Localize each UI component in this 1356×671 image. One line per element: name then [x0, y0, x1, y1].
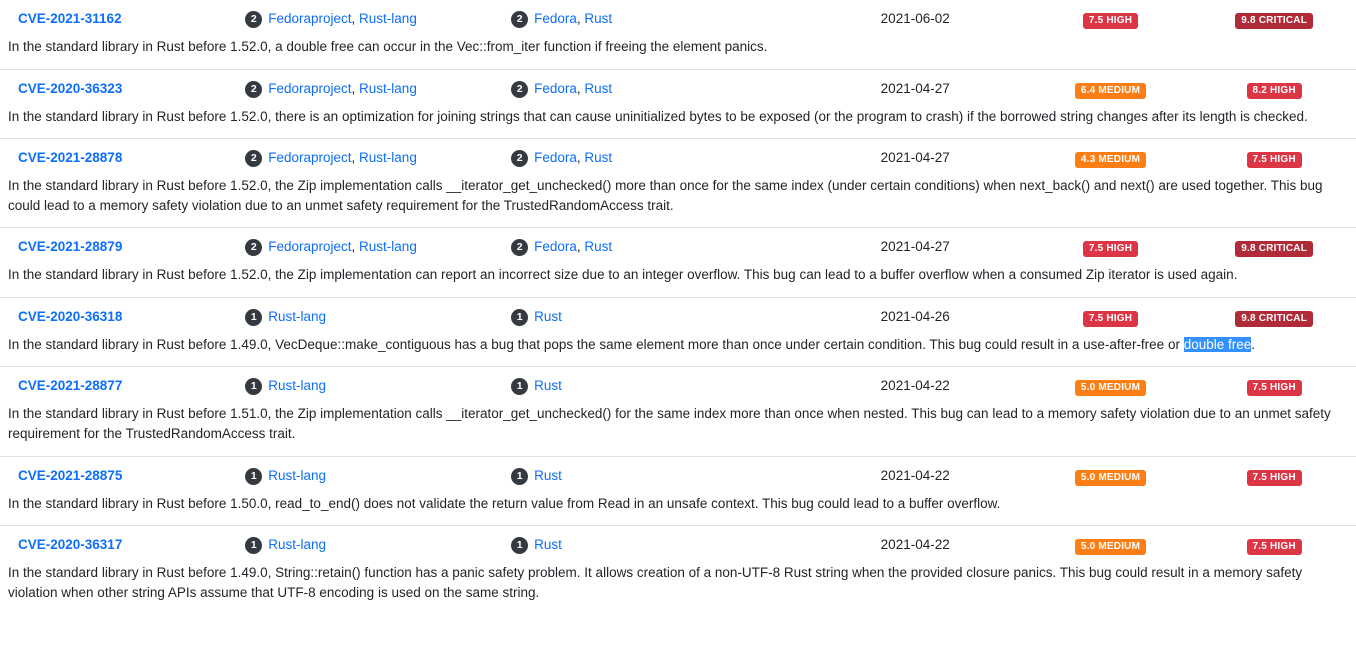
published-date: 2021-04-22 [880, 537, 950, 553]
cve-id-cell [0, 0, 237, 35]
cvss2-score-cell [1029, 228, 1193, 264]
product-link[interactable]: Rust [584, 11, 613, 26]
vendor-link[interactable]: Rust-lang [268, 308, 327, 324]
table-row [0, 367, 1356, 403]
description-text: In the standard library in Rust before 1.51.0, the Zip implementation calls __iterator_get_unchecked() for the same index more than once when nested. This bug can lead to a memory safety violation due to an unmet safety requirement for the TrustedRandomAccess trait. [8, 406, 1331, 441]
cvss3-score-badge: 7.5 HIGH [1247, 539, 1302, 555]
table-row-description [0, 402, 1356, 456]
cve-id-link[interactable]: CVE-2021-31162 [18, 11, 122, 26]
table-row-description [0, 492, 1356, 526]
cve-description [0, 105, 1356, 139]
published-date: 2021-04-27 [880, 150, 950, 166]
cvss2-score-cell [1029, 139, 1193, 175]
published-date: 2021-04-27 [880, 80, 950, 96]
cvss3-score-cell [1192, 228, 1356, 264]
vendor-count-badge: 2 [245, 239, 262, 256]
cvss2-score-badge: 7.5 HIGH [1083, 13, 1138, 29]
cve-id-link[interactable]: CVE-2021-28875 [18, 467, 123, 483]
table-row [0, 297, 1356, 333]
vendor-separator: , [351, 80, 360, 96]
cvss3-score-badge: 9.8 CRITICAL [1235, 13, 1313, 29]
cve-id-cell [0, 69, 237, 105]
product-cell [503, 526, 802, 562]
vendor-link[interactable]: Fedoraproject [268, 150, 352, 166]
cvss3-score-cell [1192, 297, 1356, 333]
vendor-cell [237, 456, 503, 492]
cvss3-score-badge: 7.5 HIGH [1247, 470, 1302, 486]
cvss3-score-cell [1192, 526, 1356, 562]
vendor-link[interactable]: Rust-lang [268, 378, 327, 394]
product-link[interactable]: Fedora [534, 150, 577, 166]
vendor-link[interactable]: Rust-lang [359, 11, 417, 26]
vendor-cell [237, 297, 503, 333]
table-row [0, 456, 1356, 492]
vendor-separator: , [351, 150, 360, 166]
vendor-link[interactable]: Fedoraproject [268, 80, 352, 96]
cvss2-score-cell [1029, 297, 1193, 333]
published-date: 2021-04-26 [880, 308, 950, 324]
vendor-link[interactable]: Rust-lang [268, 537, 327, 553]
published-date-cell [802, 526, 1029, 562]
table-row [0, 228, 1356, 264]
cvss2-score-badge: 5.0 MEDIUM [1075, 470, 1146, 486]
cvss2-score-badge: 4.3 MEDIUM [1075, 152, 1146, 168]
cvss2-score-badge: 7.5 HIGH [1083, 311, 1138, 327]
vendor-link[interactable]: Rust-lang [359, 80, 417, 96]
description-text: In the standard library in Rust before 1.52.0, there is an optimization for joining strings that can cause uninitialized bytes to be exposed (or the program to crash) if the borrowed string changes after its length is checked. [8, 108, 1308, 124]
vendor-cell [237, 228, 503, 264]
product-link[interactable]: Rust [584, 239, 613, 255]
vendor-count-badge: 1 [245, 537, 262, 554]
product-link[interactable]: Fedora [534, 11, 577, 26]
description-text-pre: In the standard library in Rust before 1.49.0, VecDeque::make_contiguous has a bug that pops the same element more than once under certain condition. This bug could result in a use-after-free or [8, 336, 1184, 352]
published-date-cell [802, 228, 1029, 264]
product-cell [503, 456, 802, 492]
description-text: In the standard library in Rust before 1.49.0, String::retain() function has a panic safety problem. It allows creation of a non-UTF-8 Rust string when the provided closure panics. This bug could result in a memory safety violation when other string APIs assume that UTF-8 encoding is used on the same string. [8, 565, 1303, 600]
product-link[interactable]: Rust [534, 308, 562, 324]
product-count-badge: 2 [511, 150, 528, 167]
published-date: 2021-06-02 [880, 11, 950, 26]
product-link[interactable]: Rust [584, 80, 613, 96]
published-date-cell [802, 367, 1029, 403]
cvss3-score-badge: 9.8 CRITICAL [1235, 311, 1313, 327]
product-link[interactable]: Fedora [534, 239, 577, 255]
cvss2-score-cell [1029, 0, 1193, 35]
vendor-cell [237, 0, 503, 35]
product-link[interactable]: Rust [534, 378, 562, 394]
cve-description [0, 402, 1356, 456]
vendor-count-badge: 2 [245, 11, 262, 28]
vendor-link[interactable]: Fedoraproject [268, 11, 352, 26]
cvss3-score-cell [1192, 367, 1356, 403]
published-date: 2021-04-27 [880, 239, 950, 255]
vendor-link[interactable]: Fedoraproject [268, 239, 352, 255]
product-separator: , [576, 150, 585, 166]
published-date-cell [802, 139, 1029, 175]
table-row-description [0, 105, 1356, 139]
table-row-description [0, 263, 1356, 297]
description-text-post: . [1251, 336, 1256, 352]
product-cell [503, 297, 802, 333]
cve-id-link[interactable]: CVE-2020-36317 [18, 537, 123, 553]
table-row-description [0, 561, 1356, 614]
product-link[interactable]: Rust [534, 537, 562, 553]
product-count-badge: 1 [511, 537, 528, 554]
cvss3-score-cell [1192, 69, 1356, 105]
product-count-badge: 1 [511, 309, 528, 326]
product-cell [503, 139, 802, 175]
cve-description [0, 35, 1356, 69]
product-separator: , [576, 80, 585, 96]
product-link[interactable]: Rust [534, 467, 562, 483]
cve-id-link[interactable]: CVE-2021-28877 [18, 378, 123, 394]
description-text: In the standard library in Rust before 1.50.0, read_to_end() does not validate the return value from Read in an unsafe context. This bug could lead to a buffer overflow. [8, 495, 1001, 511]
vendor-cell [237, 69, 503, 105]
cvss3-score-cell [1192, 456, 1356, 492]
vendor-link[interactable]: Rust-lang [359, 150, 417, 166]
product-link[interactable]: Fedora [534, 80, 577, 96]
cve-id-cell [0, 297, 237, 333]
vendor-count-badge: 1 [245, 378, 262, 395]
cvss3-score-cell [1192, 0, 1356, 35]
cve-description [0, 492, 1356, 526]
published-date: 2021-04-22 [880, 378, 950, 394]
published-date-cell [802, 69, 1029, 105]
product-link[interactable]: Rust [584, 150, 613, 166]
cve-id-link[interactable]: CVE-2021-28878 [18, 150, 123, 166]
cve-id-cell [0, 526, 237, 562]
cvss2-score-badge: 6.4 MEDIUM [1075, 83, 1146, 99]
cvss2-score-cell [1029, 526, 1193, 562]
cve-id-cell [0, 228, 237, 264]
cvss2-score-cell [1029, 367, 1193, 403]
table-row [0, 526, 1356, 562]
product-cell [503, 0, 802, 35]
vendor-count-badge: 1 [245, 309, 262, 326]
product-count-badge: 1 [511, 378, 528, 395]
cvss2-score-badge: 5.0 MEDIUM [1075, 380, 1146, 396]
cve-id-link[interactable]: CVE-2020-36323 [18, 80, 123, 96]
cve-description [0, 333, 1356, 367]
product-count-badge: 2 [511, 11, 528, 28]
cve-id-link[interactable]: CVE-2020-36318 [18, 308, 123, 324]
product-cell [503, 367, 802, 403]
cve-description [0, 174, 1356, 228]
cvss3-score-badge: 8.2 HIGH [1247, 83, 1302, 99]
published-date-cell [802, 0, 1029, 35]
cvss2-score-badge: 5.0 MEDIUM [1075, 539, 1146, 555]
table-row [0, 139, 1356, 175]
cvss2-score-cell [1029, 456, 1193, 492]
product-separator: , [576, 11, 585, 26]
description-text: In the standard library in Rust before 1.52.0, a double free can occur in the Vec::from_iter function if freeing the element panics. [8, 39, 768, 54]
cve-description [0, 263, 1356, 297]
product-count-badge: 2 [511, 81, 528, 98]
cvss3-score-badge: 7.5 HIGH [1247, 152, 1302, 168]
table-row-description [0, 174, 1356, 228]
vendor-separator: , [351, 239, 360, 255]
vendor-count-badge: 2 [245, 150, 262, 167]
cvss3-score-badge: 7.5 HIGH [1247, 380, 1302, 396]
cve-id-cell [0, 367, 237, 403]
vendor-count-badge: 2 [245, 81, 262, 98]
table-row [0, 0, 1356, 35]
product-separator: , [576, 239, 585, 255]
description-selected-text[interactable]: double free [1183, 336, 1252, 352]
vendor-cell [237, 526, 503, 562]
table-row [0, 69, 1356, 105]
vendor-count-badge: 1 [245, 468, 262, 485]
published-date: 2021-04-22 [880, 467, 950, 483]
product-cell [503, 69, 802, 105]
cve-description [0, 561, 1356, 614]
description-text: In the standard library in Rust before 1.52.0, the Zip implementation can report an incorrect size due to an integer overflow. This bug can lead to a buffer overflow when a consumed Zip iterator is used again. [8, 267, 1238, 283]
cvss2-score-badge: 7.5 HIGH [1083, 241, 1138, 257]
table-row-description [0, 333, 1356, 367]
published-date-cell [802, 297, 1029, 333]
cve-id-link[interactable]: CVE-2021-28879 [18, 239, 123, 255]
cvss2-score-cell [1029, 69, 1193, 105]
description-text: In the standard library in Rust before 1.52.0, the Zip implementation calls __iterator_get_unchecked() more than once for the same index (under certain conditions) when next_back() and next() are used together. This bug could lead to a memory safety violation due to an unmet safety requirement for the TrustedRandomAccess trait. [8, 178, 1323, 213]
vendor-link[interactable]: Rust-lang [268, 467, 327, 483]
vendor-cell [237, 139, 503, 175]
product-count-badge: 2 [511, 239, 528, 256]
table-row-description [0, 35, 1356, 69]
cvss3-score-badge: 9.8 CRITICAL [1235, 241, 1313, 257]
vendor-separator: , [351, 11, 360, 26]
product-count-badge: 1 [511, 468, 528, 485]
cvss3-score-cell [1192, 139, 1356, 175]
published-date-cell [802, 456, 1029, 492]
vendor-cell [237, 367, 503, 403]
product-cell [503, 228, 802, 264]
cve-id-cell [0, 456, 237, 492]
vendor-link[interactable]: Rust-lang [359, 239, 417, 255]
cve-id-cell [0, 139, 237, 175]
